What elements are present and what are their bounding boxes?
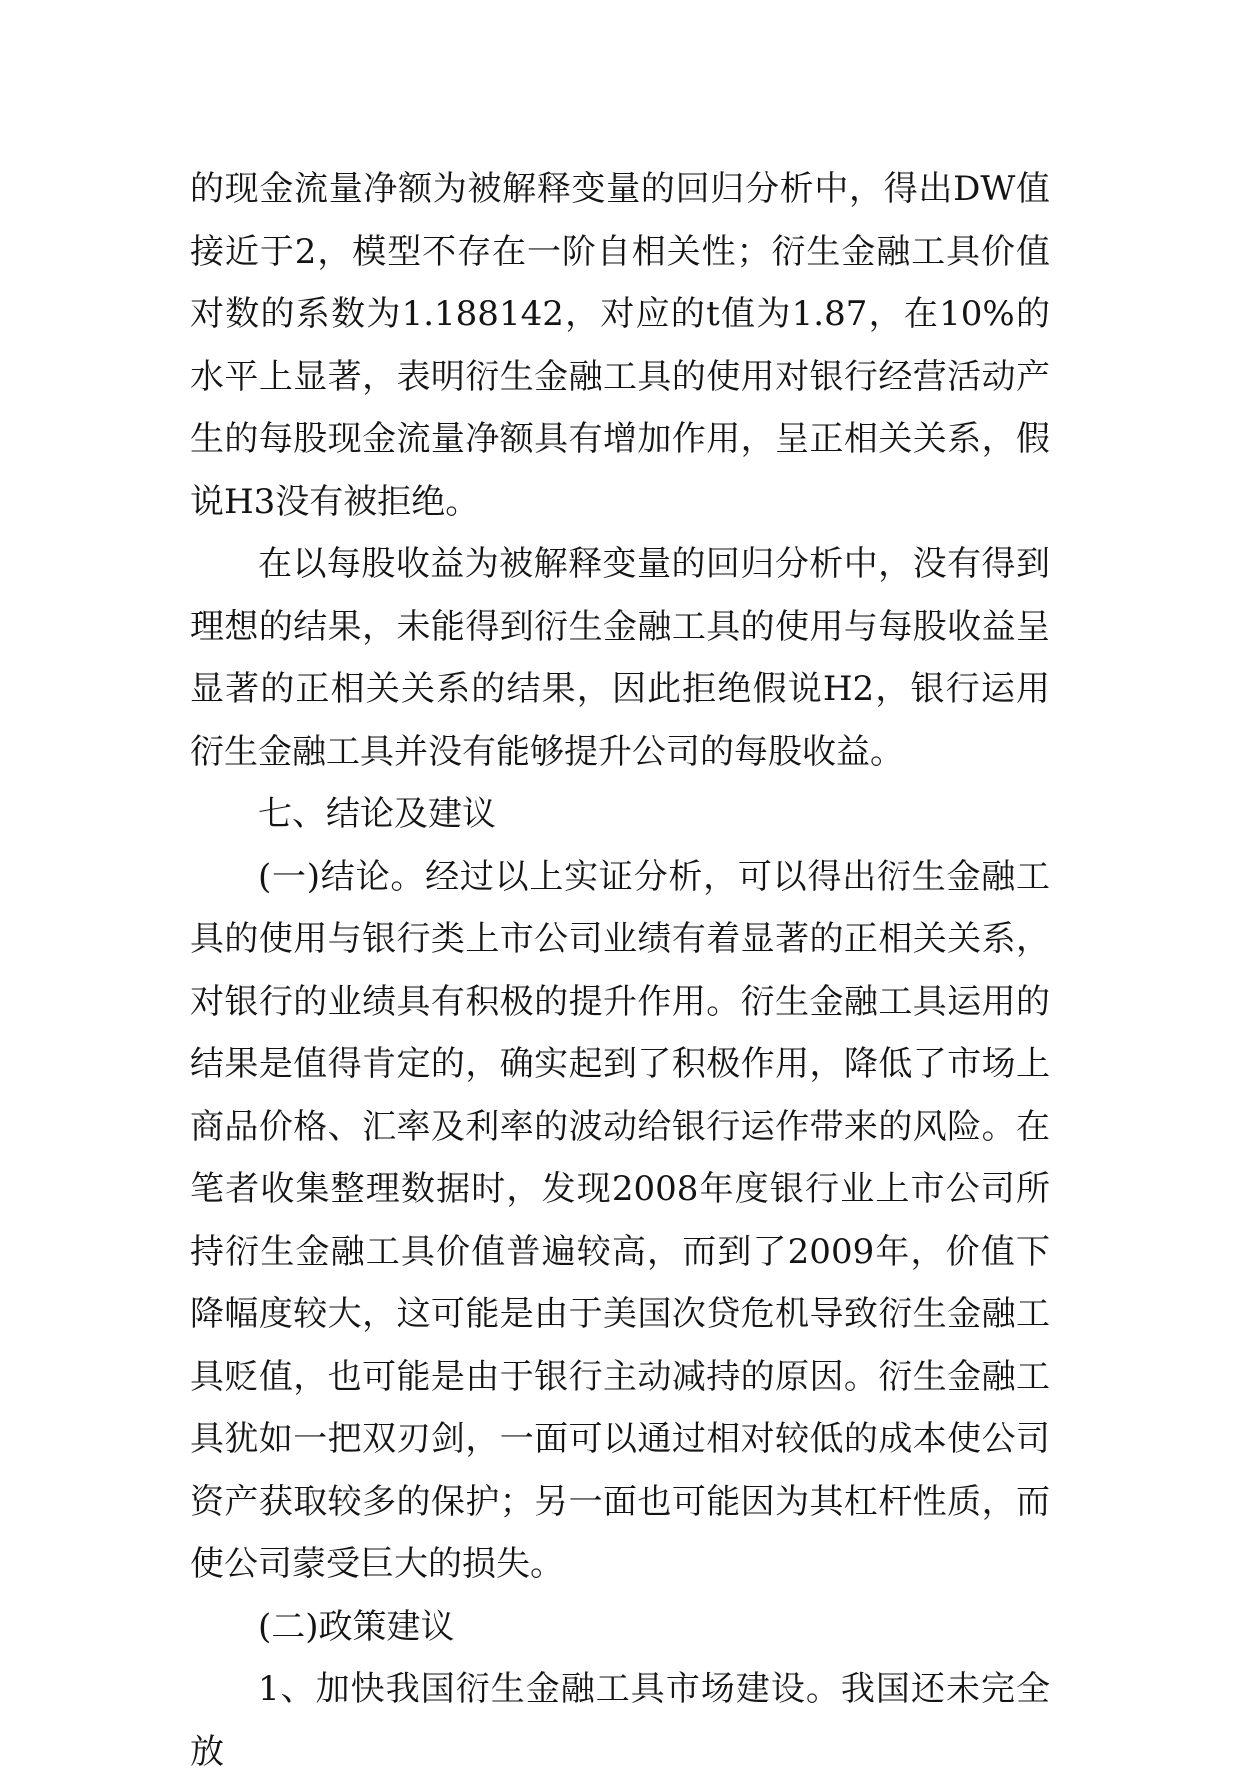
paragraph-regression-cashflow: 的现金流量净额为被解释变量的回归分析中，得出DW值接近于2，模型不存在一阶自相关性；衍生金融工具价值对数的系数为1.188142，对应的t值为1.87，在10%的水平上显著，表明衍生金融工具的使用对银行经营活动产生的每股现金流量净额具有增加作用，呈正相关关系，假说H3没有被拒绝。 [190,169,1050,522]
paragraph-regression-eps: 在以每股收益为被解释变量的回归分析中，没有得到理想的结果，未能得到衍生金融工具的使用与每股收益呈显著的正相关关系的结果，因此拒绝假说H2，银行运用衍生金融工具并没有能够提升公司的每股收益。 [190,544,1050,772]
section-heading-conclusion: 七、结论及建议 [258,794,496,834]
subheading-policy: (二)政策建议 [258,1606,455,1647]
paragraph-conclusion: (一)结论。经过以上实证分析，可以得出衍生金融工具的使用与银行类上市公司业绩有着显著的正相关关系，对银行的业绩具有积极的提升作用。衍生金融工具运用的结果是值得肯定的，确实起到了积极作用，降低了市场上商品价格、汇率及利率的波动给银行运作带来的风险。在笔者收集整理数据时，发现2008年度银行业上市公司所持衍生金融工具价值普遍较高，而到了2009年，价值下降幅度较大，这可能是由于美国次贷危机导致衍生金融工具贬值，也可能是由于银行主动减持的原因。衍生金融工具犹如一把双刃剑，一面可以通过相对较低的成本使公司资产获取较多的保护；另一面也可能因为其杠杆性质，而使公司蒙受巨大的损失。 [190,856,1050,1584]
document-page [190,158,1050,1783]
paragraph-policy-item-1: 1、加快我国衍生金融工具市场建设。我国还未完全放 [190,1669,1050,1772]
